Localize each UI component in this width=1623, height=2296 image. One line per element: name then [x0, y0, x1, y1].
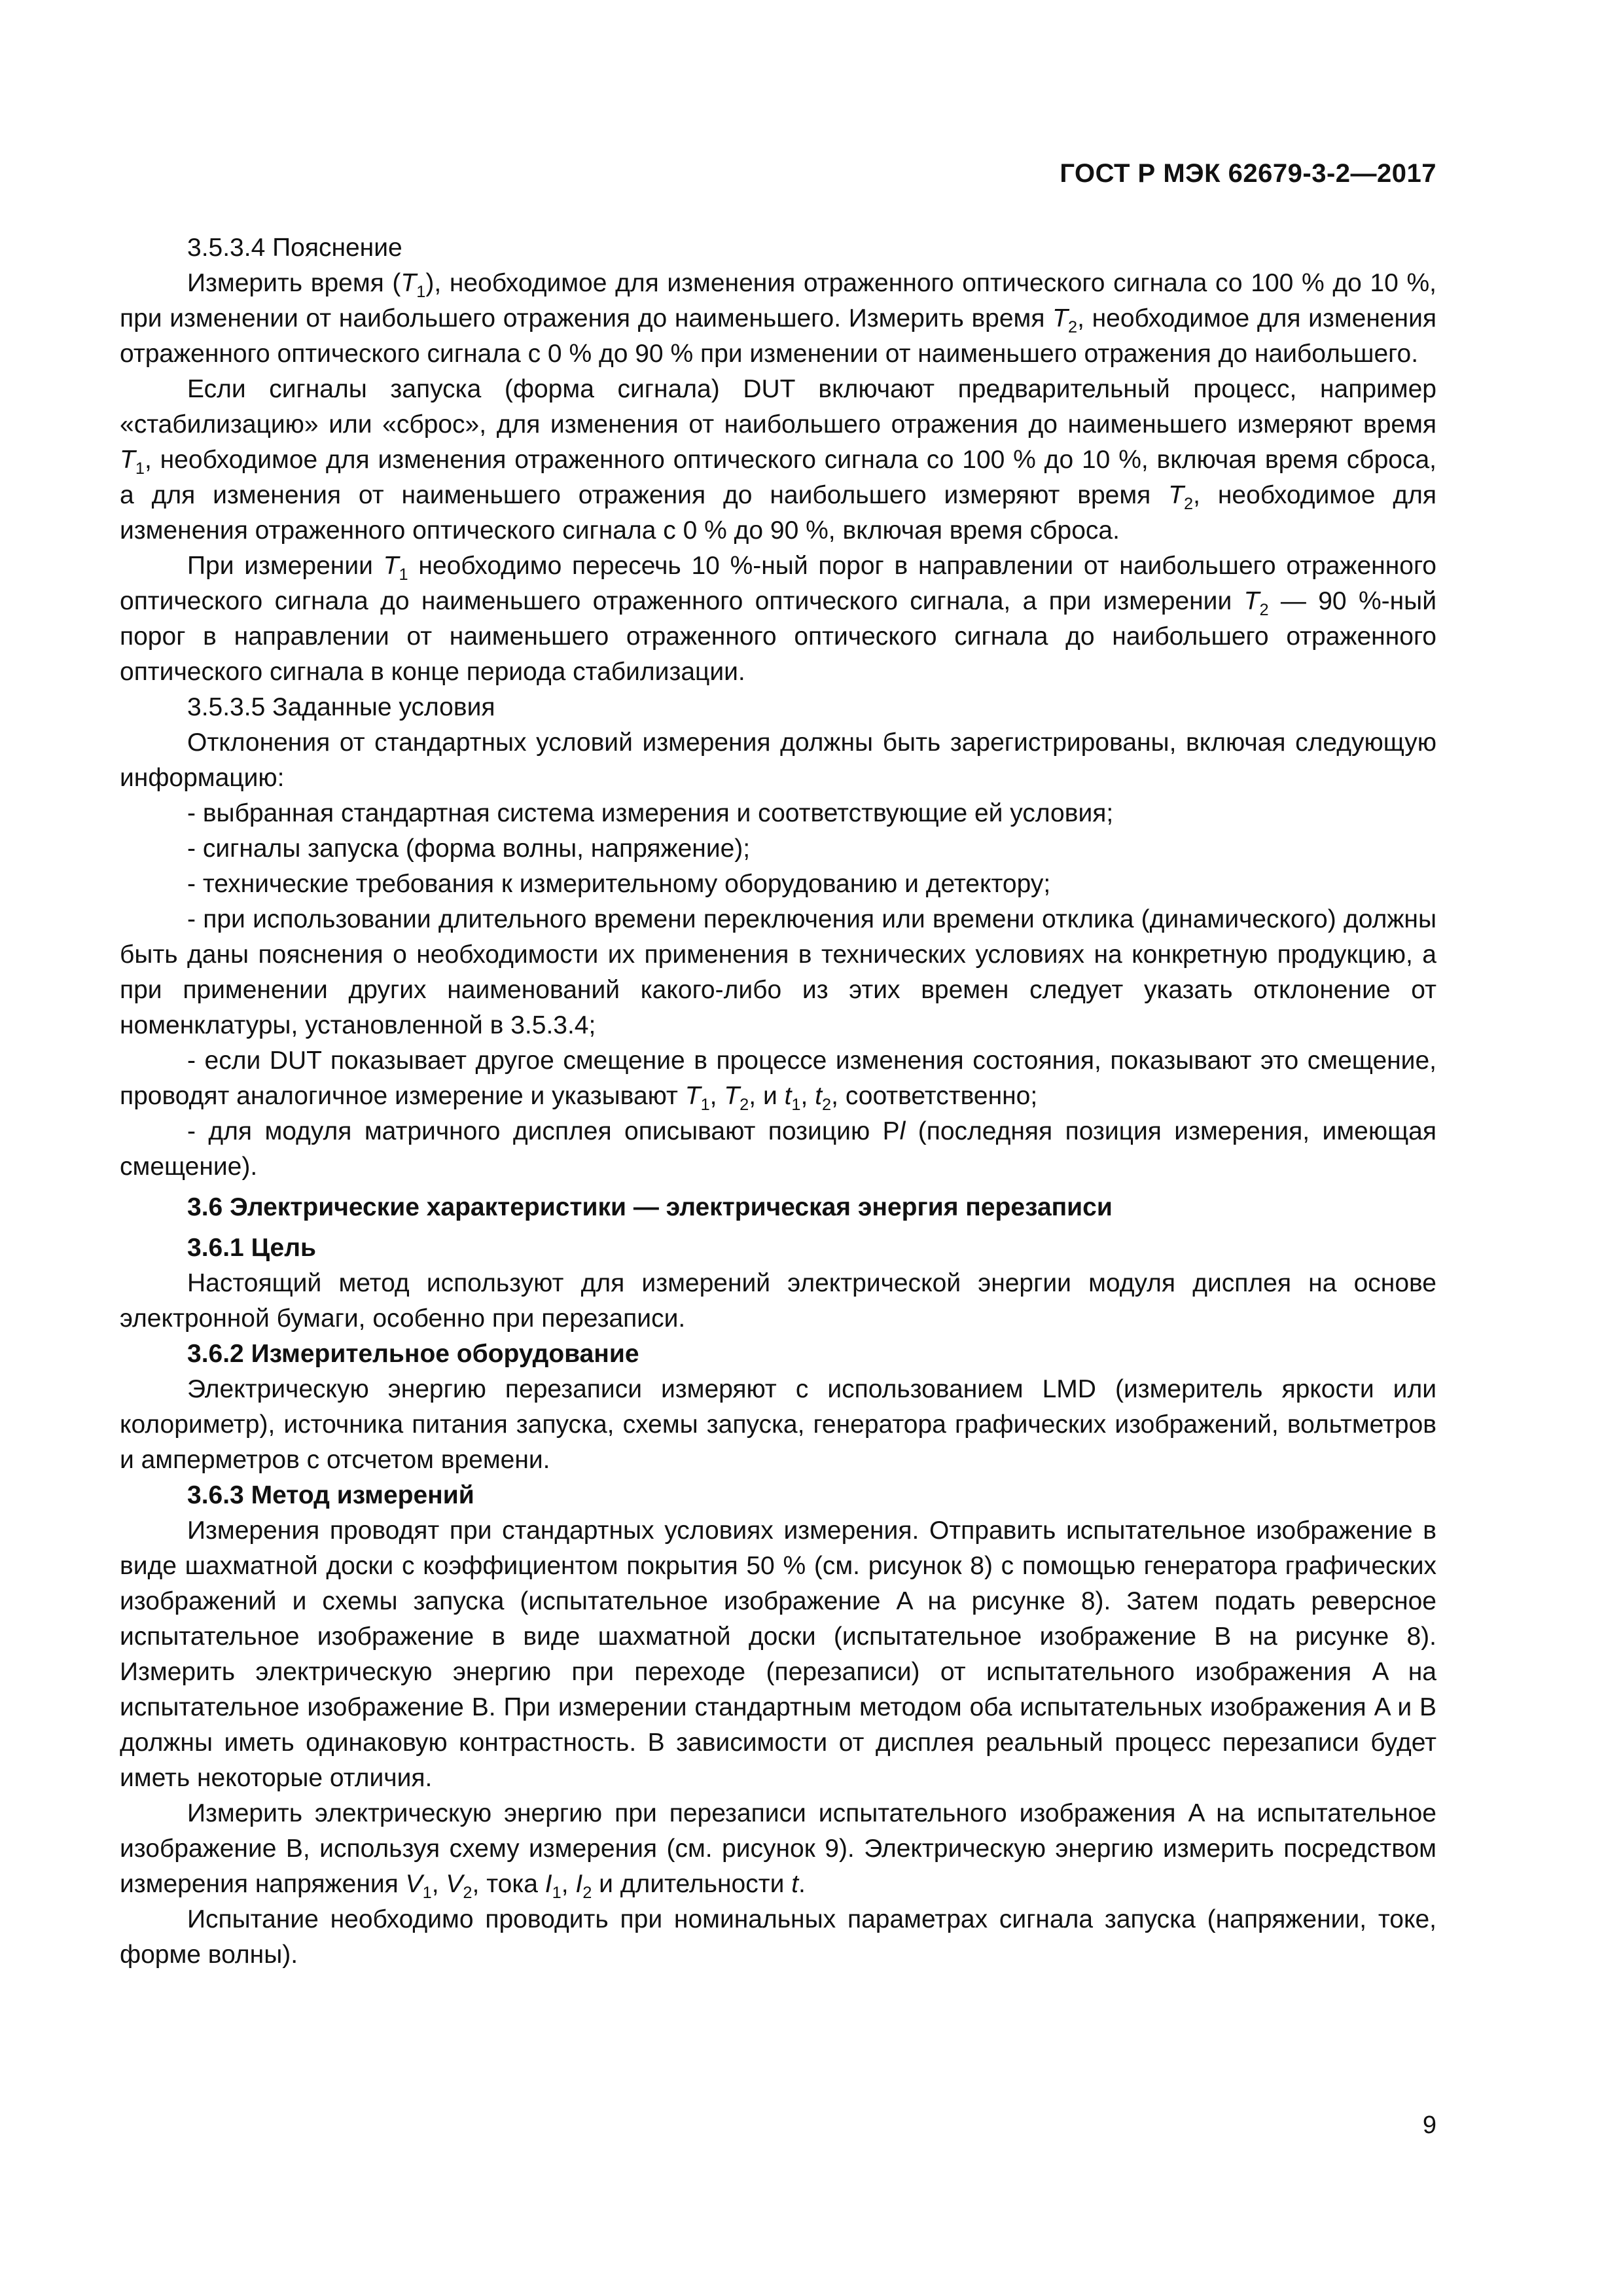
document-body	[120, 230, 1436, 1973]
paragraph: Электрическую энергию перезаписи измеряют с использованием LMD (измеритель яркости или колориметр), источника питания запуска, схемы запуска, генератора графических изображений, вольтметров и амперметров с отсчетом времени.	[120, 1375, 1436, 1474]
section-heading-3-6-2: 3.6.2 Измерительное оборудование	[187, 1340, 639, 1368]
paragraph: Отклонения от стандартных условий измерения должны быть зарегистрированы, включая следующую информацию:	[120, 728, 1436, 792]
section-heading-3-5-3-4: 3.5.3.4 Пояснение	[187, 234, 402, 262]
list-item: - сигналы запуска (форма волны, напряжение);	[187, 834, 751, 863]
section-heading-3-6: 3.6 Электрические характеристики — электрическая энергия перезаписи	[187, 1193, 1113, 1221]
paragraph: Измерить электрическую энергию при перезаписи испытательного изображения A на испытательное изображение B, используя схему измерения (см. рисунок 9). Электрическую энергию измерить посредством измерения напряжения $V_1$, $V_2$, тока $I_1$, $I_2$ и длительности t.	[120, 1799, 1436, 1902]
list-item: - выбранная стандартная система измерения и соответствующие ей условия;	[187, 799, 1114, 827]
list-item: - при использовании длительного времени переключения или времени отклика (динамического) должны быть даны пояснения о необходимости их применения в технических условиях на конкретную продукцию, а при применении других наименований какого-либо из этих времен следует указать отклонение от номенклатуры, установленной в 3.5.3.4;	[120, 905, 1436, 1039]
paragraph: При измерении $T_1$ необходимо пересечь 10 %-ный порог в направлении от наибольшего отраженного оптического сигнала до наименьшего отраженного оптического сигнала, а при измерении $T_2$ — 90 %-ный порог в направлении от наименьшего отраженного оптического сигнала до наибольшего отраженного оптического сигнала в конце периода стабилизации.	[120, 552, 1436, 686]
paragraph: Испытание необходимо проводить при номинальных параметрах сигнала запуска (напряжении, токе, форме волны).	[120, 1905, 1436, 1969]
list-item: - технические требования к измерительному оборудованию и детектору;	[187, 870, 1051, 898]
section-heading-3-5-3-5: 3.5.3.5 Заданные условия	[187, 693, 495, 721]
section-heading-3-6-3: 3.6.3 Метод измерений	[187, 1481, 474, 1509]
paragraph: Если сигналы запуска (форма сигнала) DUT включают предварительный процесс, например «стабилизацию» или «сброс», для изменения от наибольшего отражения до наименьшего измеряют время $T_1$, необходимое для изменения отраженного оптического сигнала со 100 % до 10 %, включая время сброса, а для изменения от наименьшего отражения до наибольшего измеряют время $T_2$, необходимое для изменения отраженного оптического сигнала с 0 % до 90 %, включая время сброса.	[120, 375, 1436, 545]
section-heading-3-6-1: 3.6.1 Цель	[187, 1234, 316, 1262]
paragraph: Измерения проводят при стандартных условиях измерения. Отправить испытательное изображение в виде шахматной доски с коэффициентом покрытия 50 % (см. рисунок 8) с помощью генератора графических изображений и схемы запуска (испытательное изображение A на рисунке 8). Затем подать реверсное испытательное изображение в виде шахматной доски (испытательное изображение B на рисунке 8). Измерить электрическую энергию при переходе (перезаписи) от испытательного изображения A на испытательное изображение B. При измерении стандартным методом оба испытательных изображения A и B должны иметь одинаковую контрастность. В зависимости от дисплея реальный процесс перезаписи будет иметь некоторые отличия.	[120, 1516, 1436, 1792]
document-code-header: ГОСТ Р МЭК 62679-3-2—2017	[1060, 159, 1436, 188]
list-item: - если DUT показывает другое смещение в процессе изменения состояния, показывают это смещение, проводят аналогичное измерение и указывают $T_1$, $T_2$, и $t_1$, $t_2$, соответственно;	[120, 1047, 1436, 1114]
page-number: 9	[1422, 2111, 1436, 2139]
paragraph: Настоящий метод используют для измерений электрической энергии модуля дисплея на основе электронной бумаги, особенно при перезаписи.	[120, 1269, 1436, 1333]
paragraph: Измерить время $(T_1)$, необходимое для изменения отраженного оптического сигнала со 100 % до 10 %, при изменении от наибольшего отражения до наименьшего. Измерить время $T_2$, необходимое для изменения отраженного оптического сигнала с 0 % до 90 % при изменении от наименьшего отражения до наибольшего.	[120, 269, 1436, 368]
list-item: - для модуля матричного дисплея описывают позицию Pl (последняя позиция измерения, имеющая смещение).	[120, 1117, 1436, 1181]
